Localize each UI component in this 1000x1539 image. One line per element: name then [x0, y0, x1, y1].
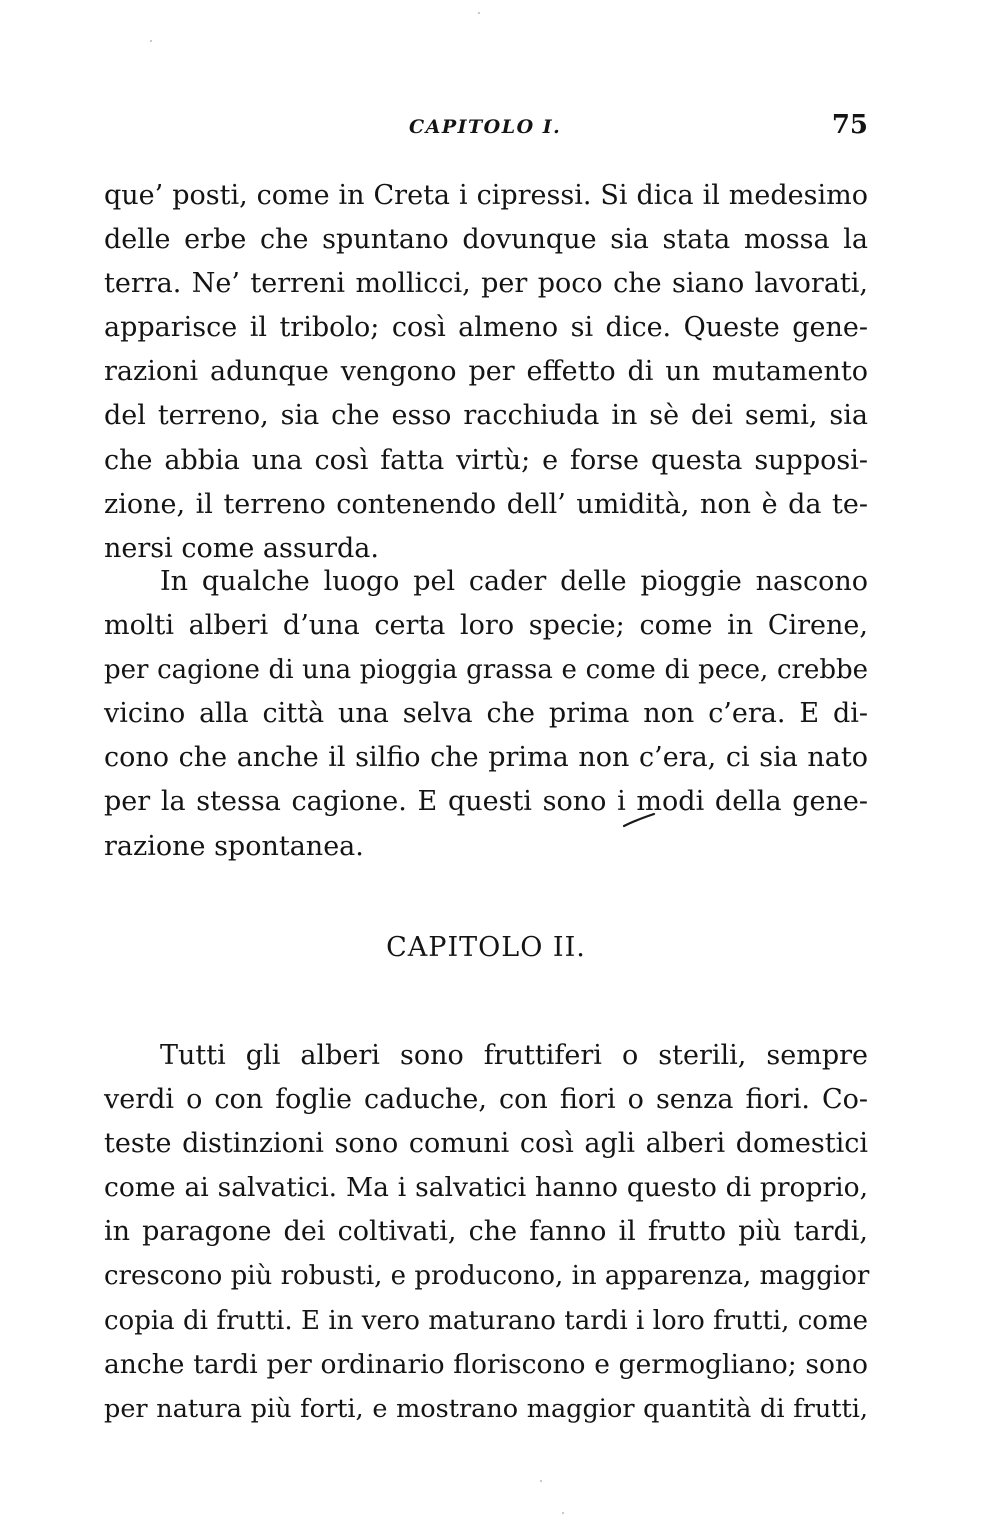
text-line: razioni adunque vengono per effetto di un mutamento	[104, 356, 868, 388]
text-line: terra. Ne’ terreni mollicci, per poco che siano lavorati,	[104, 268, 868, 300]
text-line: copia di frutti. E in vero maturano tardi i loro frutti, come	[104, 1305, 868, 1336]
text-line: per cagione di una pioggia grassa e come di pece, crebbe	[104, 655, 868, 686]
text-line: delle erbe che spuntano dovunque sia stata mossa la	[104, 224, 868, 256]
text-line: che abbia una così fatta virtù; e forse questa supposi-	[104, 444, 868, 476]
text-line: del terreno, sia che esso racchiuda in sè dei semi, sia	[104, 400, 868, 432]
text-line: que’ posti, come in Creta i cipressi. Si dica il medesimo	[104, 180, 868, 211]
paragraph-continuation	[104, 174, 868, 571]
text-line: In qualche luogo pel cader delle pioggie nascono	[160, 566, 868, 597]
text-line: crescono più robusti, e producono, in apparenza, maggior	[104, 1261, 870, 1292]
text-line: apparisce il tribolo; così almeno si dice. Queste gene-	[104, 312, 868, 344]
page-number: 75	[831, 110, 868, 140]
paper-speck	[150, 40, 152, 42]
paragraph-spontaneous-generation	[104, 560, 868, 869]
text-line: nersi come assurda.	[104, 532, 379, 564]
pen-mark	[622, 812, 656, 828]
running-title: CAPITOLO I.	[409, 116, 562, 138]
chapter-heading: CAPITOLO II.	[386, 932, 586, 963]
chapter-paragraph	[104, 1034, 868, 1431]
text-line: zione, il terreno contenendo dell’ umidità, non è da te-	[104, 488, 868, 520]
paper-speck	[562, 1512, 564, 1514]
text-line: anche tardi per ordinario floriscono e germogliano; sono	[104, 1348, 868, 1380]
paper-speck	[478, 12, 480, 14]
text-line: teste distinzioni sono comuni così agli alberi domestici	[104, 1128, 868, 1160]
text-line: verdi o con foglie caduche, con fiori o senza fiori. Co-	[104, 1084, 868, 1116]
running-head	[104, 110, 868, 150]
text-line: come ai salvatici. Ma i salvatici hanno questo di proprio,	[104, 1172, 868, 1204]
text-line: per la stessa cagione. E questi sono i modi della gene-	[104, 786, 868, 818]
text-line: in paragone dei coltivati, che fanno il frutto più tardi,	[104, 1216, 868, 1248]
text-line: cono che anche il silfio che prima non c’era, ci sia nato	[104, 742, 868, 774]
text-line: razione spontanea.	[104, 830, 364, 862]
text-line: molti alberi d’una certa loro specie; come in Cirene,	[104, 610, 868, 642]
paper-speck	[540, 1480, 542, 1482]
text-line: Tutti gli alberi sono fruttiferi o sterili, sempre	[160, 1040, 868, 1071]
text-line: per natura più forti, e mostrano maggior quantità di frutti,	[104, 1393, 868, 1424]
text-line: vicino alla città una selva che prima non c’era. E di-	[104, 698, 868, 730]
